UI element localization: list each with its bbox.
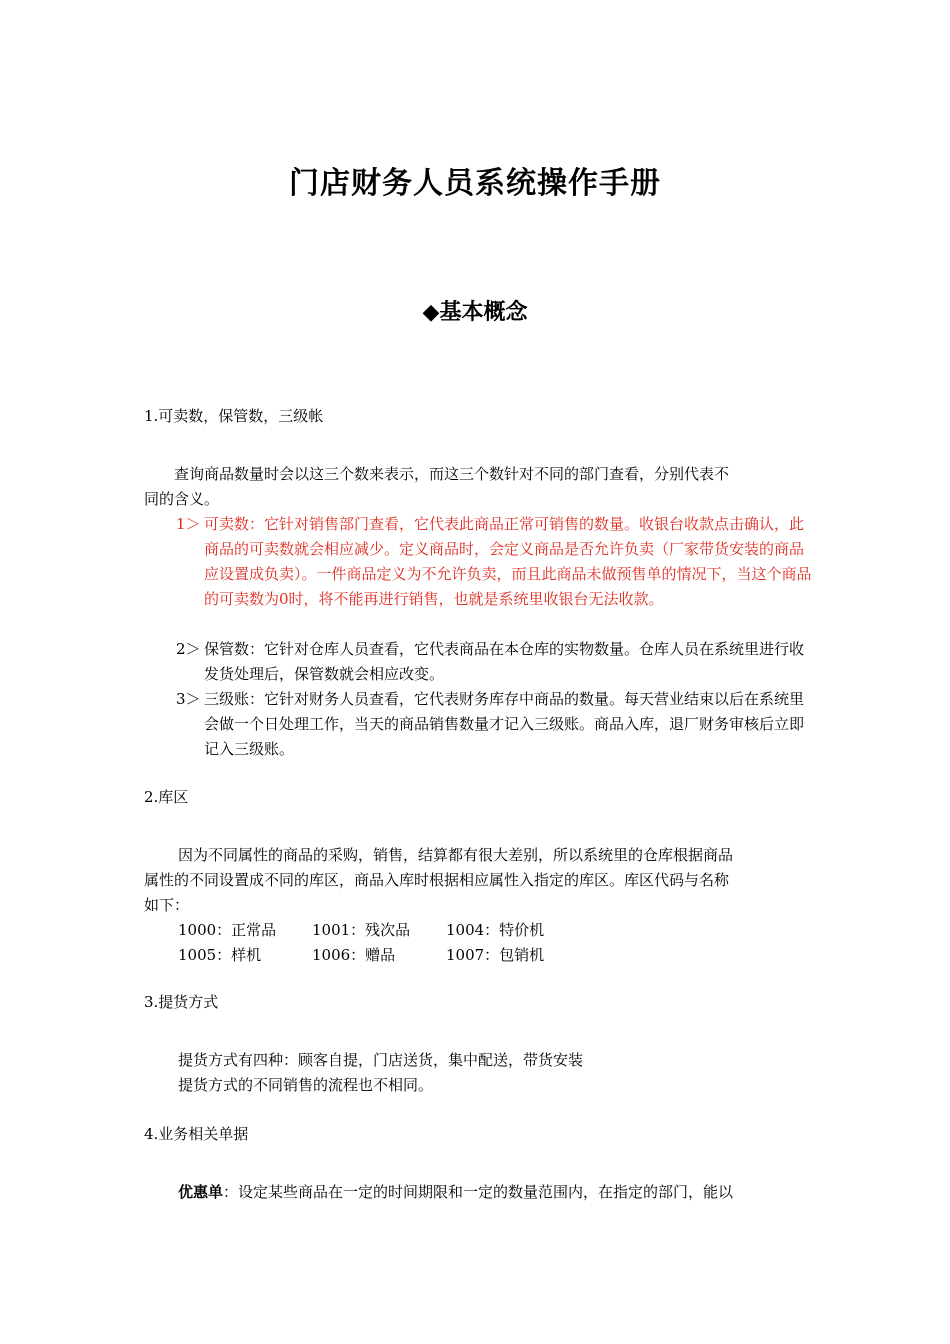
warehouse-code: 1000：正常品 bbox=[178, 921, 277, 939]
list-item-text: 三级账：它针对财务人员查看，它代表财务库存中商品的数量。每天营业结束以后在系统里会做一个日处理工作，当天的商品销售数量才记入三级账。商品入库，退厂财务审核后立即记入三级账。 bbox=[204, 690, 805, 758]
term-definition: ：设定某些商品在一定的时间期限和一定的数量范围内，在指定的部门，能以 bbox=[223, 1183, 734, 1201]
section4-first-line bbox=[178, 1180, 733, 1205]
warehouse-code: 1005：样机 bbox=[178, 946, 262, 964]
warehouse-code-row-2 bbox=[178, 943, 818, 968]
warehouse-code: 1006：赠品 bbox=[312, 946, 396, 964]
section1-intro-line2: 同的含义。 bbox=[144, 490, 220, 508]
section3-line2: 提货方式的不同销售的流程也不相同。 bbox=[178, 1076, 434, 1094]
list-item-text: 可卖数：它针对销售部门查看，它代表此商品正常可销售的数量。收银台收款点击确认，此商品的可卖数就会相应减少。定义商品时，会定义商品是否允许负卖（厂家带货安装的商品应设置成负卖）。一件商品定义为不允许负卖，而且此商品未做预售单的情况下，当这个商品的可卖数为0时，将不能再进行销售，也就是系统里收银台无法收款。 bbox=[204, 515, 812, 608]
list-item-text: 保管数：它针对仓库人员查看，它代表商品在本仓库的实物数量。仓库人员在系统里进行收发货处理后，保管数就会相应改变。 bbox=[204, 640, 805, 683]
list-item-1 bbox=[176, 512, 816, 612]
section2-heading: 2.库区 bbox=[144, 788, 189, 806]
warehouse-code: 1004：特价机 bbox=[446, 921, 545, 939]
term-label: 优惠单 bbox=[178, 1183, 224, 1201]
list-item-number: 3＞ bbox=[176, 690, 201, 708]
section1-heading: 1.可卖数，保管数，三级帐 bbox=[144, 407, 324, 425]
section1-intro-line1: 查询商品数量时会以这三个数来表示，而这三个数针对不同的部门查看，分别代表不 bbox=[174, 465, 730, 483]
warehouse-code: 1007：包销机 bbox=[446, 946, 545, 964]
warehouse-code: 1001：残次品 bbox=[312, 921, 411, 939]
section-heading: ◆基本概念 bbox=[422, 299, 528, 325]
section2-para-line3: 如下： bbox=[144, 896, 190, 914]
document-title: 门店财务人员系统操作手册 bbox=[289, 166, 661, 201]
list-item-number: 2＞ bbox=[176, 640, 201, 658]
list-item-2 bbox=[176, 637, 816, 687]
list-item-number: 1＞ bbox=[176, 515, 201, 533]
warehouse-code-row-1 bbox=[178, 918, 818, 943]
section3-line1: 提货方式有四种：顾客自提，门店送货，集中配送，带货安装 bbox=[178, 1051, 584, 1069]
list-item-3 bbox=[176, 687, 816, 762]
section3-heading: 3.提货方式 bbox=[144, 993, 219, 1011]
section4-heading: 4.业务相关单据 bbox=[144, 1125, 249, 1143]
section2-para-line1: 因为不同属性的商品的采购，销售，结算都有很大差别，所以系统里的仓库根据商品 bbox=[178, 846, 734, 864]
section2-para-line2: 属性的不同设置成不同的库区，商品入库时根据相应属性入指定的库区。库区代码与名称 bbox=[144, 871, 730, 889]
